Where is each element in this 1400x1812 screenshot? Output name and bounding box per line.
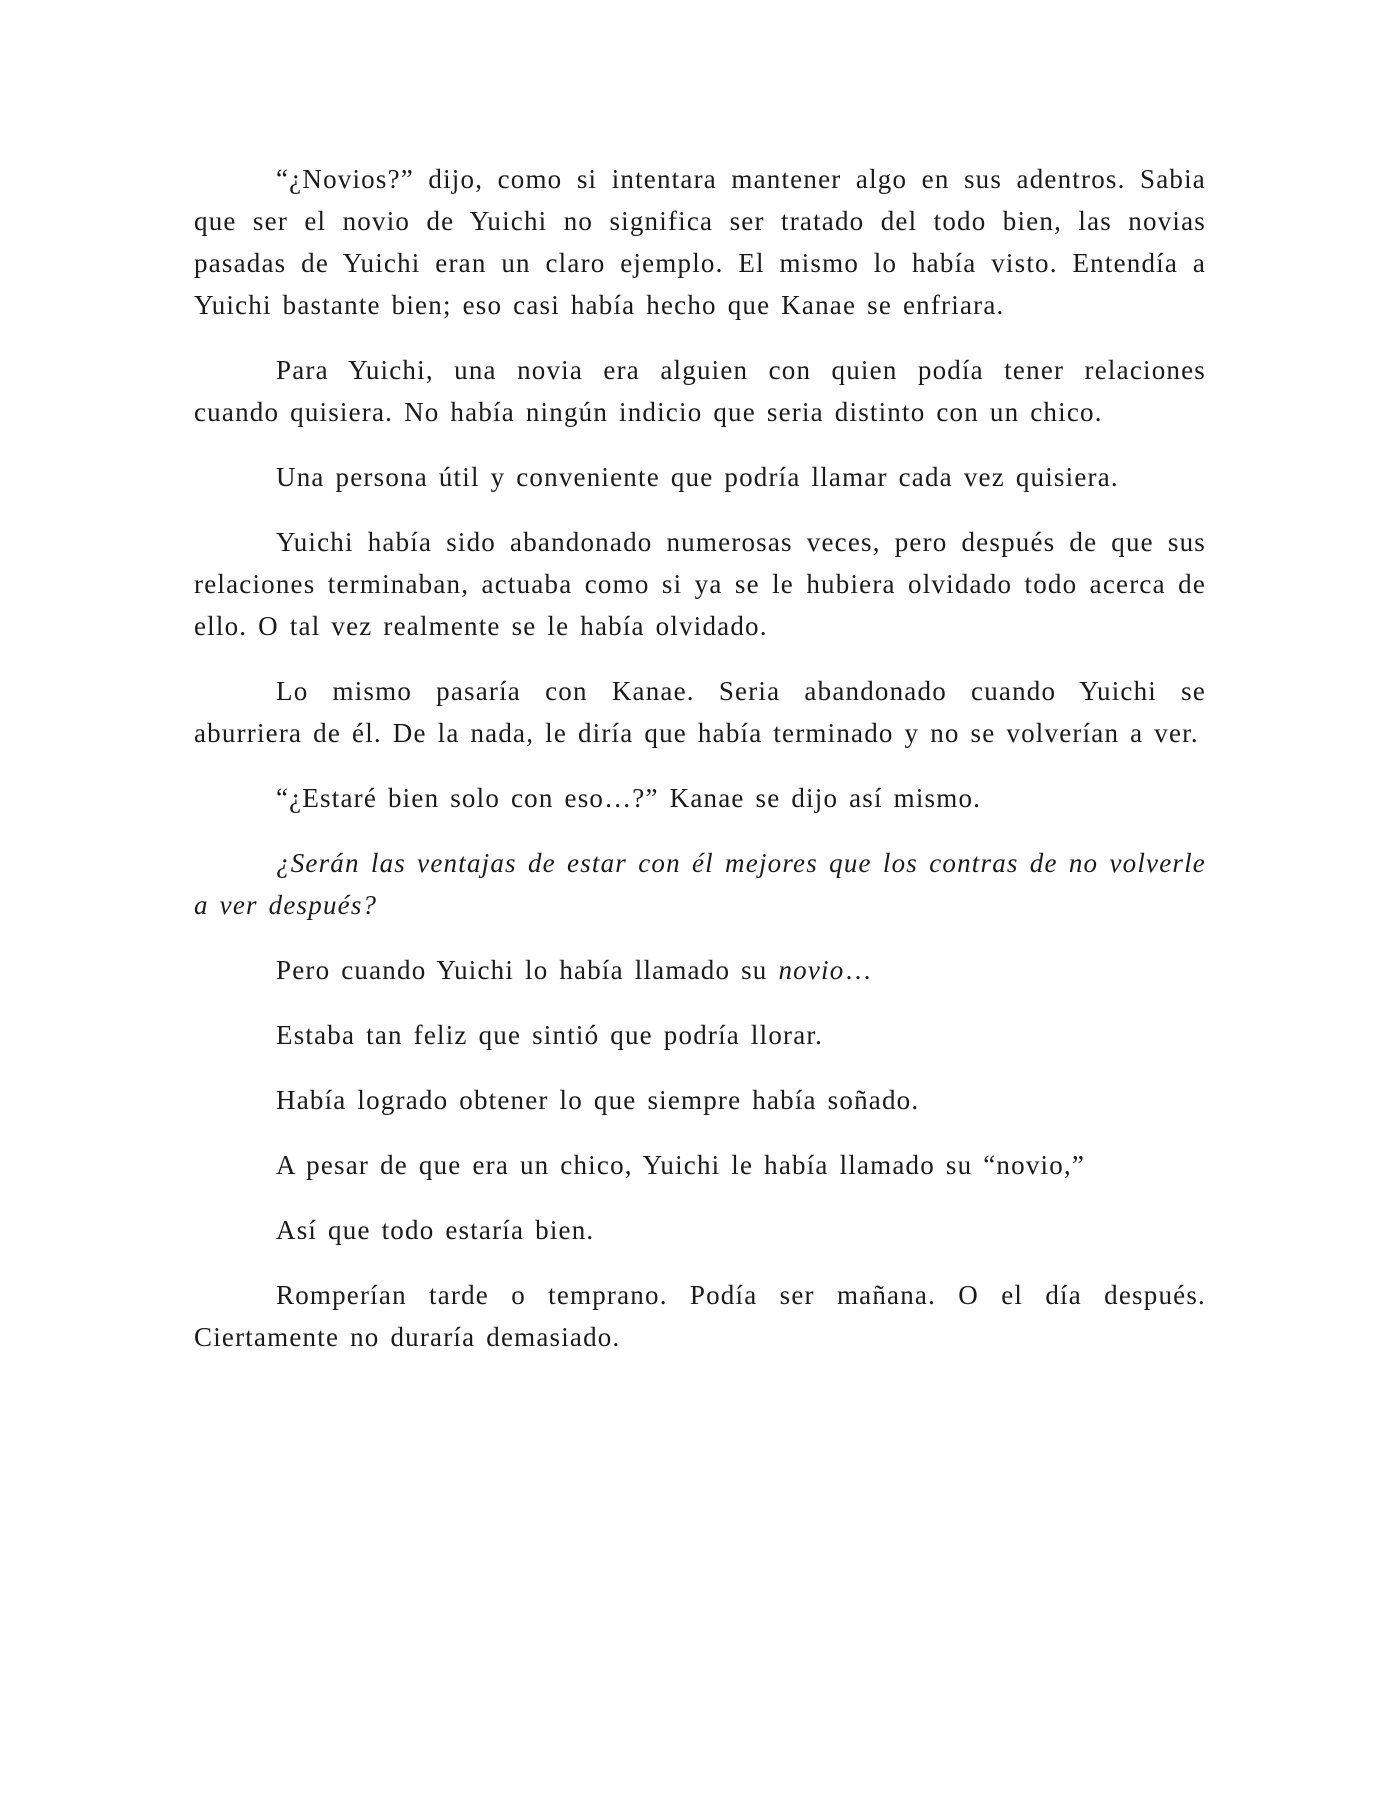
paragraph-12: Así que todo estaría bien. xyxy=(276,1215,595,1245)
paragraph-9: Estaba tan feliz que sintió que podría llorar. xyxy=(276,1020,824,1050)
paragraph-3: Una persona útil y conveniente que podría llamar cada vez quisiera. xyxy=(276,462,1119,492)
paragraph-5: Lo mismo pasaría con Kanae. Seria abandonado cuando Yuichi se aburriera de él. De la nada, le diría que había terminado y no se volverían a ver. xyxy=(194,676,1206,748)
paragraph-7-italic: ¿Serán las ventajas de estar con él mejores que los contras de no volverle a ver después? xyxy=(194,848,1206,920)
paragraph-13: Romperían tarde o temprano. Podía ser mañana. O el día después. Ciertamente no duraría demasiado. xyxy=(194,1280,1206,1352)
paragraph-4: Yuichi había sido abandonado numerosas veces, pero después de que sus relaciones terminaban, actuaba como si ya se le hubiera olvidado todo acerca de ello. O tal vez realmente se le había olvidado. xyxy=(194,527,1206,641)
paragraph-8-after: … xyxy=(844,955,873,985)
document-page xyxy=(194,158,1206,1381)
paragraph-8 xyxy=(194,949,1206,991)
paragraph-8-emphasis: novio xyxy=(778,955,845,985)
paragraph-2: Para Yuichi, una novia era alguien con quien podía tener relaciones cuando quisiera. No había ningún indicio que seria distinto con un chico. xyxy=(194,355,1206,427)
paragraph-8-before: Pero cuando Yuichi lo había llamado su xyxy=(276,955,779,985)
paragraph-10: Había logrado obtener lo que siempre había soñado. xyxy=(276,1085,920,1115)
paragraph-6: “¿Estaré bien solo con eso…?” Kanae se dijo así mismo. xyxy=(276,783,982,813)
paragraph-1: “¿Novios?” dijo, como si intentara mantener algo en sus adentros. Sabia que ser el novio de Yuichi no significa ser tratado del todo bien, las novias pasadas de Yuichi eran un claro ejemplo. El mismo lo había visto. Entendía a Yuichi bastante bien; eso casi había hecho que Kanae se enfriara. xyxy=(194,164,1206,320)
paragraph-11: A pesar de que era un chico, Yuichi le había llamado su “novio,” xyxy=(276,1150,1086,1180)
